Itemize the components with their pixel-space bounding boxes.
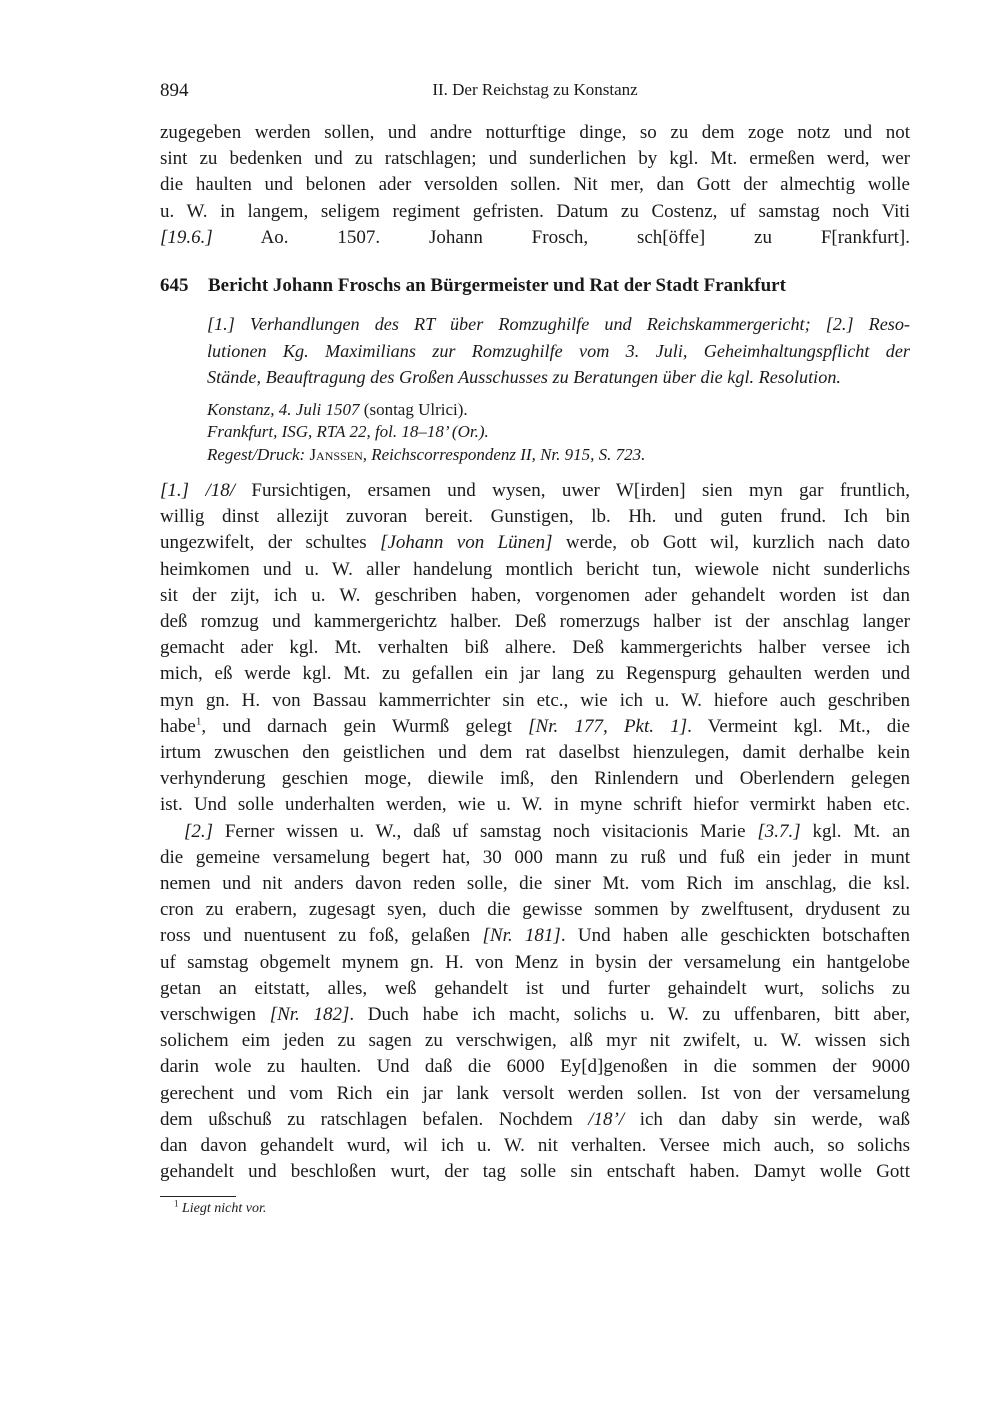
signature: Johann Frosch, sch[öffe] zu F[rankfurt].	[429, 226, 910, 248]
text-line: die haulten und belonen ader versolden sollen. Nit mer, dan Gott der almechtig wolle	[160, 174, 910, 196]
text-line: sit der zijt, ich u. W. geschriben haben, vorgenomen ader gehandelt worden ist dan	[160, 584, 910, 606]
date-signature-line	[160, 225, 910, 251]
text-line: uf samstag obgemelt mynem gn. H. von Menz in bysin der versamelung ein hantgelobe	[160, 951, 910, 973]
body-text	[160, 478, 910, 1185]
regest-line: lutionen Kg. Maximilians zur Romzughilfe vom 3. Juli, Geheimhaltungspflicht der	[207, 340, 910, 361]
running-title: II. Der Reichstag zu Konstanz	[432, 80, 638, 99]
date-bracket: [19.6.]	[160, 226, 213, 248]
footnote-marker: 1	[174, 1197, 179, 1208]
continuation-text	[160, 120, 910, 251]
text-line: habe$^1$, und darnach gein Wurmß gelegt [Nr. 177, Pkt. 1]. Vermeint kgl. Mt., die	[160, 715, 910, 737]
footnote	[174, 1197, 910, 1217]
text-line: verhynderung geschien moge, diewile imß, den Rinlendern und Oberlendern gelegen	[160, 768, 910, 790]
text-line: nemen und nit anders davon reden solle, die siner Mt. vom Rich im anschlag, die ksl.	[160, 873, 910, 895]
text-line: dem ußschuß zu ratschlagen befalen. Nochdem /18’/ ich dan daby sin werde, waß	[160, 1108, 910, 1130]
text-line: willig dinst allezijt zuvoran bereit. Gunstigen, lb. Hh. und guten frund. Ich bin	[160, 506, 910, 528]
place-date: Konstanz, 4. Juli 1507 (sontag Ulrici).	[207, 399, 468, 419]
document-page	[160, 80, 910, 1217]
date-text: Ao. 1507.	[212, 226, 381, 248]
footnote-divider	[160, 1196, 236, 1197]
author: Janssen	[305, 444, 363, 464]
text-line: heimkomen und u. W. aller handelung montlich bericht tun, wiewole nicht sunderlichs	[160, 558, 910, 580]
regest-line: [1.] Verhandlungen des RT über Romzughilfe und Reichskammergericht; [2.] Reso-	[207, 314, 910, 335]
text-line: ross und nuentusent zu foß, gelaßen [Nr. 181]. Und haben alle geschickten botschaften	[160, 925, 910, 947]
text-line: gerechent und vom Rich ein jar lank versolt werden sollen. Ist von der versamelung	[160, 1082, 910, 1104]
footnote-text: Liegt nicht vor.	[182, 1200, 267, 1216]
text-line: [1.] /18/ Fursichtigen, ersamen und wysen, uwer W[irden] sien myn gar fruntlich,	[160, 480, 910, 502]
text-line: dan davon gehandelt wurd, wil ich u. W. nit verhalten. Versee mich auch, so solichs	[160, 1135, 910, 1157]
text-line: gehandelt und beschloßen wurt, der tag solle sin entschaft haben. Damyt wolle Gott	[160, 1161, 910, 1183]
text-line: verschwigen [Nr. 182]. Duch habe ich macht, solichs u. W. zu uffenbaren, bitt aber,	[160, 1004, 911, 1026]
text-line: gemacht ader kgl. Mt. verhalten biß alhere. Deß kammergerichts halber versee ich	[160, 637, 910, 659]
regest	[207, 311, 910, 391]
footnote-ref[interactable]: 1	[195, 715, 202, 728]
text-line: solichem eim jeden zu sagen zu verschwigen, alß myr nit zwifelt, u. W. wissen sich	[160, 1030, 910, 1052]
document-title: Bericht Johann Froschs an Bürgermeister und Rat der Stadt Frankfurt	[208, 275, 786, 297]
document-metadata	[207, 399, 910, 467]
page-number: 894	[160, 80, 189, 101]
text-line: deß romzug und kammergerichtz halber. Deß romerzugs halber ist der anschlag langer	[160, 611, 910, 633]
source: Frankfurt, ISG, RTA 22, fol. 18–18’ (Or.).	[207, 422, 489, 442]
text-line: ungezwifelt, der schultes [Johann von Lünen] werde, ob Gott wil, kurzlich nach dato	[160, 532, 910, 554]
text-line: zugegeben werden sollen, und andre notturftige dinge, so zu dem zoge notz und not	[160, 122, 910, 143]
text-line: ist. Und solle underhalten werden, wie u. W. in myne schrift hiefor vermirkt haben etc.	[160, 794, 910, 816]
text-line: sint zu bedenken und zu ratschlagen; und sunderlichen by kgl. Mt. ermeßen werd, wer	[160, 148, 910, 170]
text-line: mich, eß werde kgl. Mt. zu gefallen ein jar lang zu Regenspurg gehaulten werden und	[160, 663, 910, 685]
text-line: u. W. in langem, seligem regiment gefristen. Datum zu Costenz, uf samstag noch Viti	[160, 200, 910, 222]
text-line: cron zu erabern, zugesagt syen, duch die gewisse sommen by zwelftusent, drydusent zu	[160, 899, 910, 921]
text-line: irtum zwuschen den geistlichen und dem rat daselbst hienzulegen, damit derhalbe kein	[160, 742, 910, 764]
text-line: darin wole zu haulten. Und daß die 6000 Ey[d]genoßen in die sommen der 9000	[160, 1056, 910, 1078]
text-line: getan an eitstatt, alles, weß gehandelt ist und furter gehaindelt wurt, solichs zu	[160, 977, 910, 999]
text-line: myn gn. H. von Bassau kammerrichter sin etc., wie ich u. W. hiefore auch geschriben	[160, 689, 910, 711]
text-line: [2.] Ferner wissen u. W., daß uf samstag noch visitacionis Marie [3.7.] kgl. Mt. an	[184, 820, 910, 842]
document-number: 645	[160, 275, 189, 297]
running-header	[160, 80, 910, 108]
print-reference: Regest/Druck: Janssen, Reichscorrespondenz II, Nr. 915, S. 723.	[207, 444, 646, 464]
document-heading	[160, 273, 910, 299]
regest-line: Stände, Beauftragung des Großen Ausschusses zu Beratungen über die kgl. Resolution.	[207, 367, 841, 388]
text-line: die gemeine versamelung begert hat, 30 000 mann zu ruß und fuß ein jeder in munt	[160, 846, 910, 868]
